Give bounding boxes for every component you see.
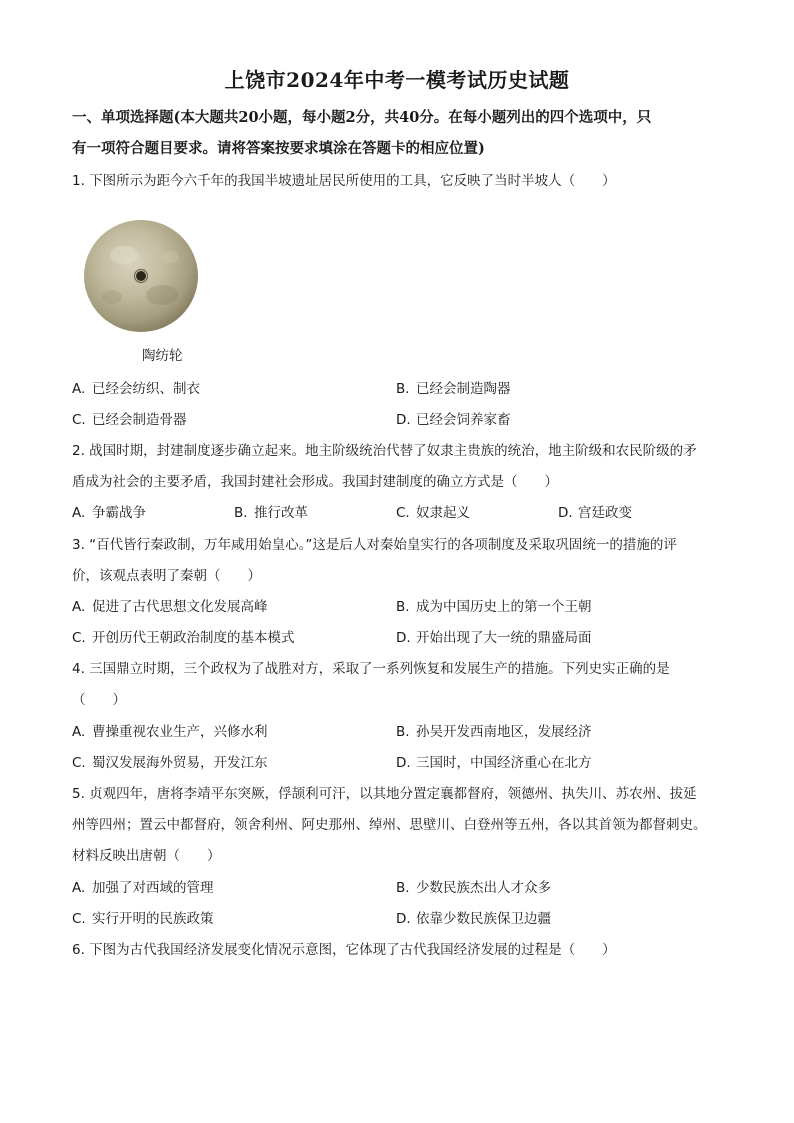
q1-option-a[interactable]: A. 已经会纺织、制衣 (72, 381, 200, 397)
section-heading-line-2: 有一项符合题目要求。请将答案按要求填涂在答题卡的相应位置) (72, 140, 485, 157)
page-title: 上饶市2024年中考一模考试历史试题 (224, 68, 570, 92)
q2-option-a[interactable]: A. 争霸战争 (72, 505, 146, 521)
q4-option-b[interactable]: B. 孙吴开发西南地区，发展经济 (396, 724, 592, 740)
q3-option-b[interactable]: B. 成为中国历史上的第一个王朝 (396, 599, 592, 615)
q4-option-a[interactable]: A. 曹操重视农业生产，兴修水利 (72, 724, 268, 740)
q2-option-d[interactable]: D. 宫廷政变 (558, 505, 632, 521)
section-heading-line-1: 一、单项选择题(本大题共20小题，每小题2分，共40分。在每小题列出的四个选项中，只 (72, 109, 652, 126)
q5-option-a[interactable]: A. 加强了对西域的管理 (72, 880, 214, 896)
q5-option-c[interactable]: C. 实行开明的民族政策 (72, 911, 214, 927)
spindle-whorl-image (82, 217, 200, 335)
figure-caption: 陶纺轮 (142, 348, 183, 364)
q5-option-d[interactable]: D. 依靠少数民族保卫边疆 (396, 911, 551, 927)
question-4-stem-line-1: 4. 三国鼎立时期，三个政权为了战胜对方，采取了一系列恢复和发展生产的措施。下列史实正确的是 (72, 661, 670, 677)
q1-option-c[interactable]: C. 已经会制造骨器 (72, 412, 187, 428)
q1-option-d[interactable]: D. 已经会饲养家畜 (396, 412, 511, 428)
q4-option-d[interactable]: D. 三国时，中国经济重心在北方 (396, 755, 592, 771)
q2-option-b[interactable]: B. 推行改革 (234, 505, 308, 521)
question-2-stem-line-1: 2. 战国时期，封建制度逐步确立起来。地主阶级统治代替了奴隶主贵族的统治，地主阶级和农民阶级的矛 (72, 443, 697, 459)
question-5-stem-line-1: 5. 贞观四年，唐将李靖平东突厥，俘颉利可汗，以其地分置定襄都督府，领德州、执失川、苏农州、拔延 (72, 786, 697, 802)
question-3-stem-line-1: 3. “百代皆行秦政制，万年咸用始皇心。”这是后人对秦始皇实行的各项制度及采取巩固统一的措施的评 (72, 537, 677, 553)
question-4-stem-line-2: （ ） (72, 692, 126, 708)
q3-option-c[interactable]: C. 开创历代王朝政治制度的基本模式 (72, 630, 295, 646)
q4-option-c[interactable]: C. 蜀汉发展海外贸易，开发江东 (72, 755, 268, 771)
question-3-stem-line-2: 价，该观点表明了秦朝（ ） (72, 568, 261, 584)
question-5-stem-line-2: 州等四州；置云中都督府，领舍利州、阿史那州、绰州、思壁川、白登州等五州，各以其首领为都督刺史。 (72, 817, 707, 833)
q3-option-a[interactable]: A. 促进了古代思想文化发展高峰 (72, 599, 268, 615)
question-1-stem: 1. 下图所示为距今六千年的我国半坡遗址居民所使用的工具，它反映了当时半坡人（ ） (72, 173, 616, 189)
question-6-stem: 6. 下图为古代我国经济发展变化情况示意图，它体现了古代我国经济发展的过程是（ ） (72, 942, 616, 958)
q2-option-c[interactable]: C. 奴隶起义 (396, 505, 470, 521)
q1-option-b[interactable]: B. 已经会制造陶器 (396, 381, 511, 397)
q3-option-d[interactable]: D. 开始出现了大一统的鼎盛局面 (396, 630, 592, 646)
question-2-stem-line-2: 盾成为社会的主要矛盾，我国封建社会形成。我国封建制度的确立方式是（ ） (72, 474, 558, 490)
question-5-stem-line-3: 材料反映出唐朝（ ） (72, 848, 221, 864)
q5-option-b[interactable]: B. 少数民族杰出人才众多 (396, 880, 551, 896)
